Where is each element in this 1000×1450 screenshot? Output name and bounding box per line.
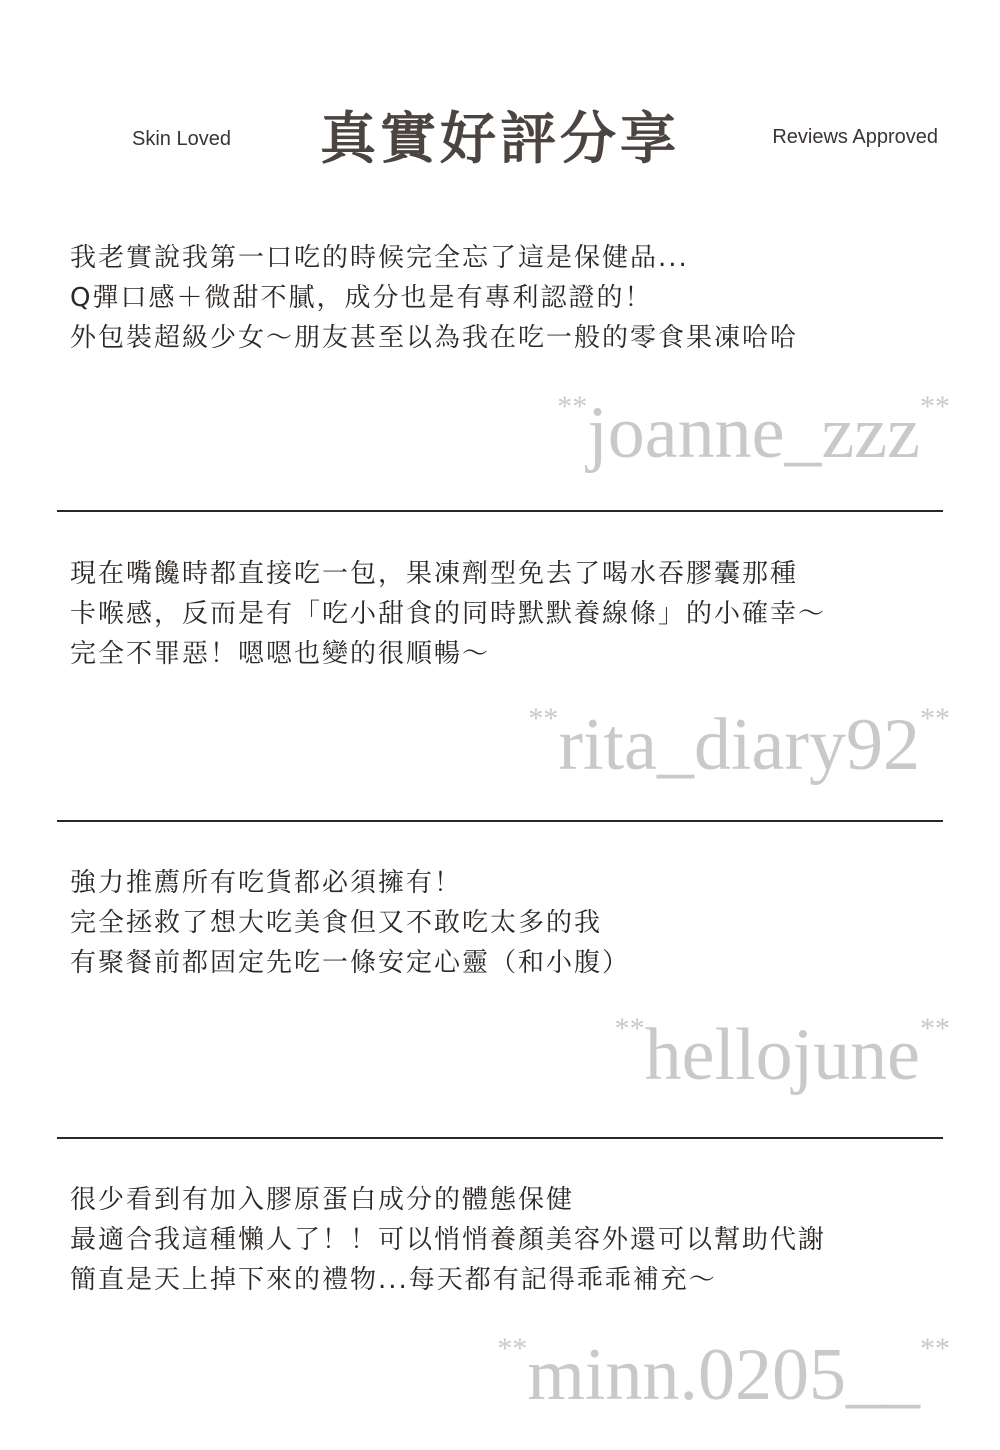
review-text	[70, 238, 970, 358]
reviewer-name: joanne_zzz	[587, 392, 920, 474]
signature-stars-right: **	[920, 390, 950, 423]
review-line: 卡喉感，反而是有「吃小甜食的同時默默養線條」的小確幸～	[70, 599, 827, 629]
signature-stars-left: **	[614, 1012, 645, 1045]
review-line: 強力推薦所有吃貨都必須擁有！	[70, 868, 463, 898]
page-header	[0, 100, 1000, 180]
review-line: 外包裝超級少女～朋友甚至以為我在吃一般的零食果凍哈哈	[70, 323, 799, 353]
divider	[57, 510, 943, 512]
review-line: 最適合我這種懶人了！！可以悄悄養顏美容外還可以幫助代謝	[70, 1225, 827, 1255]
skin-loved-tag: Skin Loved	[132, 128, 231, 150]
signature-stars-left: **	[528, 702, 559, 735]
review-line: 完全拯救了想大吃美食但又不敢吃太多的我	[70, 908, 603, 938]
review-line: 完全不罪惡！嗯嗯也變的很順暢～	[70, 639, 491, 669]
signature-stars-right: **	[920, 1012, 950, 1045]
reviewer-name: rita_diary92	[558, 704, 920, 786]
reviewer-signature	[497, 1332, 950, 1416]
review-line: 有聚餐前都固定先吃一條安定心靈（和小腹）	[70, 948, 631, 978]
page-title: 真實好評分享	[320, 107, 680, 172]
review-text	[70, 1180, 970, 1300]
reviews-approved-tag: Reviews Approved	[772, 126, 938, 148]
review-line: 很少看到有加入膠原蛋白成分的體態保健	[70, 1185, 575, 1215]
review-text	[70, 863, 970, 983]
review-text	[70, 554, 970, 674]
reviewer-signature	[614, 1012, 950, 1096]
review-line: 現在嘴饞時都直接吃一包，果凍劑型免去了喝水吞膠囊那種	[70, 559, 799, 589]
signature-stars-left: **	[557, 390, 588, 423]
signature-stars-left: **	[497, 1332, 528, 1365]
divider	[57, 820, 943, 822]
reviewer-name: hellojune	[644, 1014, 920, 1096]
signature-stars-right: **	[920, 702, 950, 735]
signature-stars-right: **	[920, 1332, 950, 1365]
review-line: 我老實說我第一口吃的時候完全忘了這是保健品...	[70, 243, 689, 273]
reviewer-name: minn.0205__	[527, 1334, 920, 1416]
review-line: 簡直是天上掉下來的禮物...每天都有記得乖乖補充～	[70, 1265, 717, 1295]
divider	[57, 1137, 943, 1139]
review-line: Q彈口感＋微甜不膩，成分也是有專利認證的！	[70, 283, 653, 313]
reviewer-signature	[557, 390, 950, 474]
reviewer-signature	[528, 702, 950, 786]
